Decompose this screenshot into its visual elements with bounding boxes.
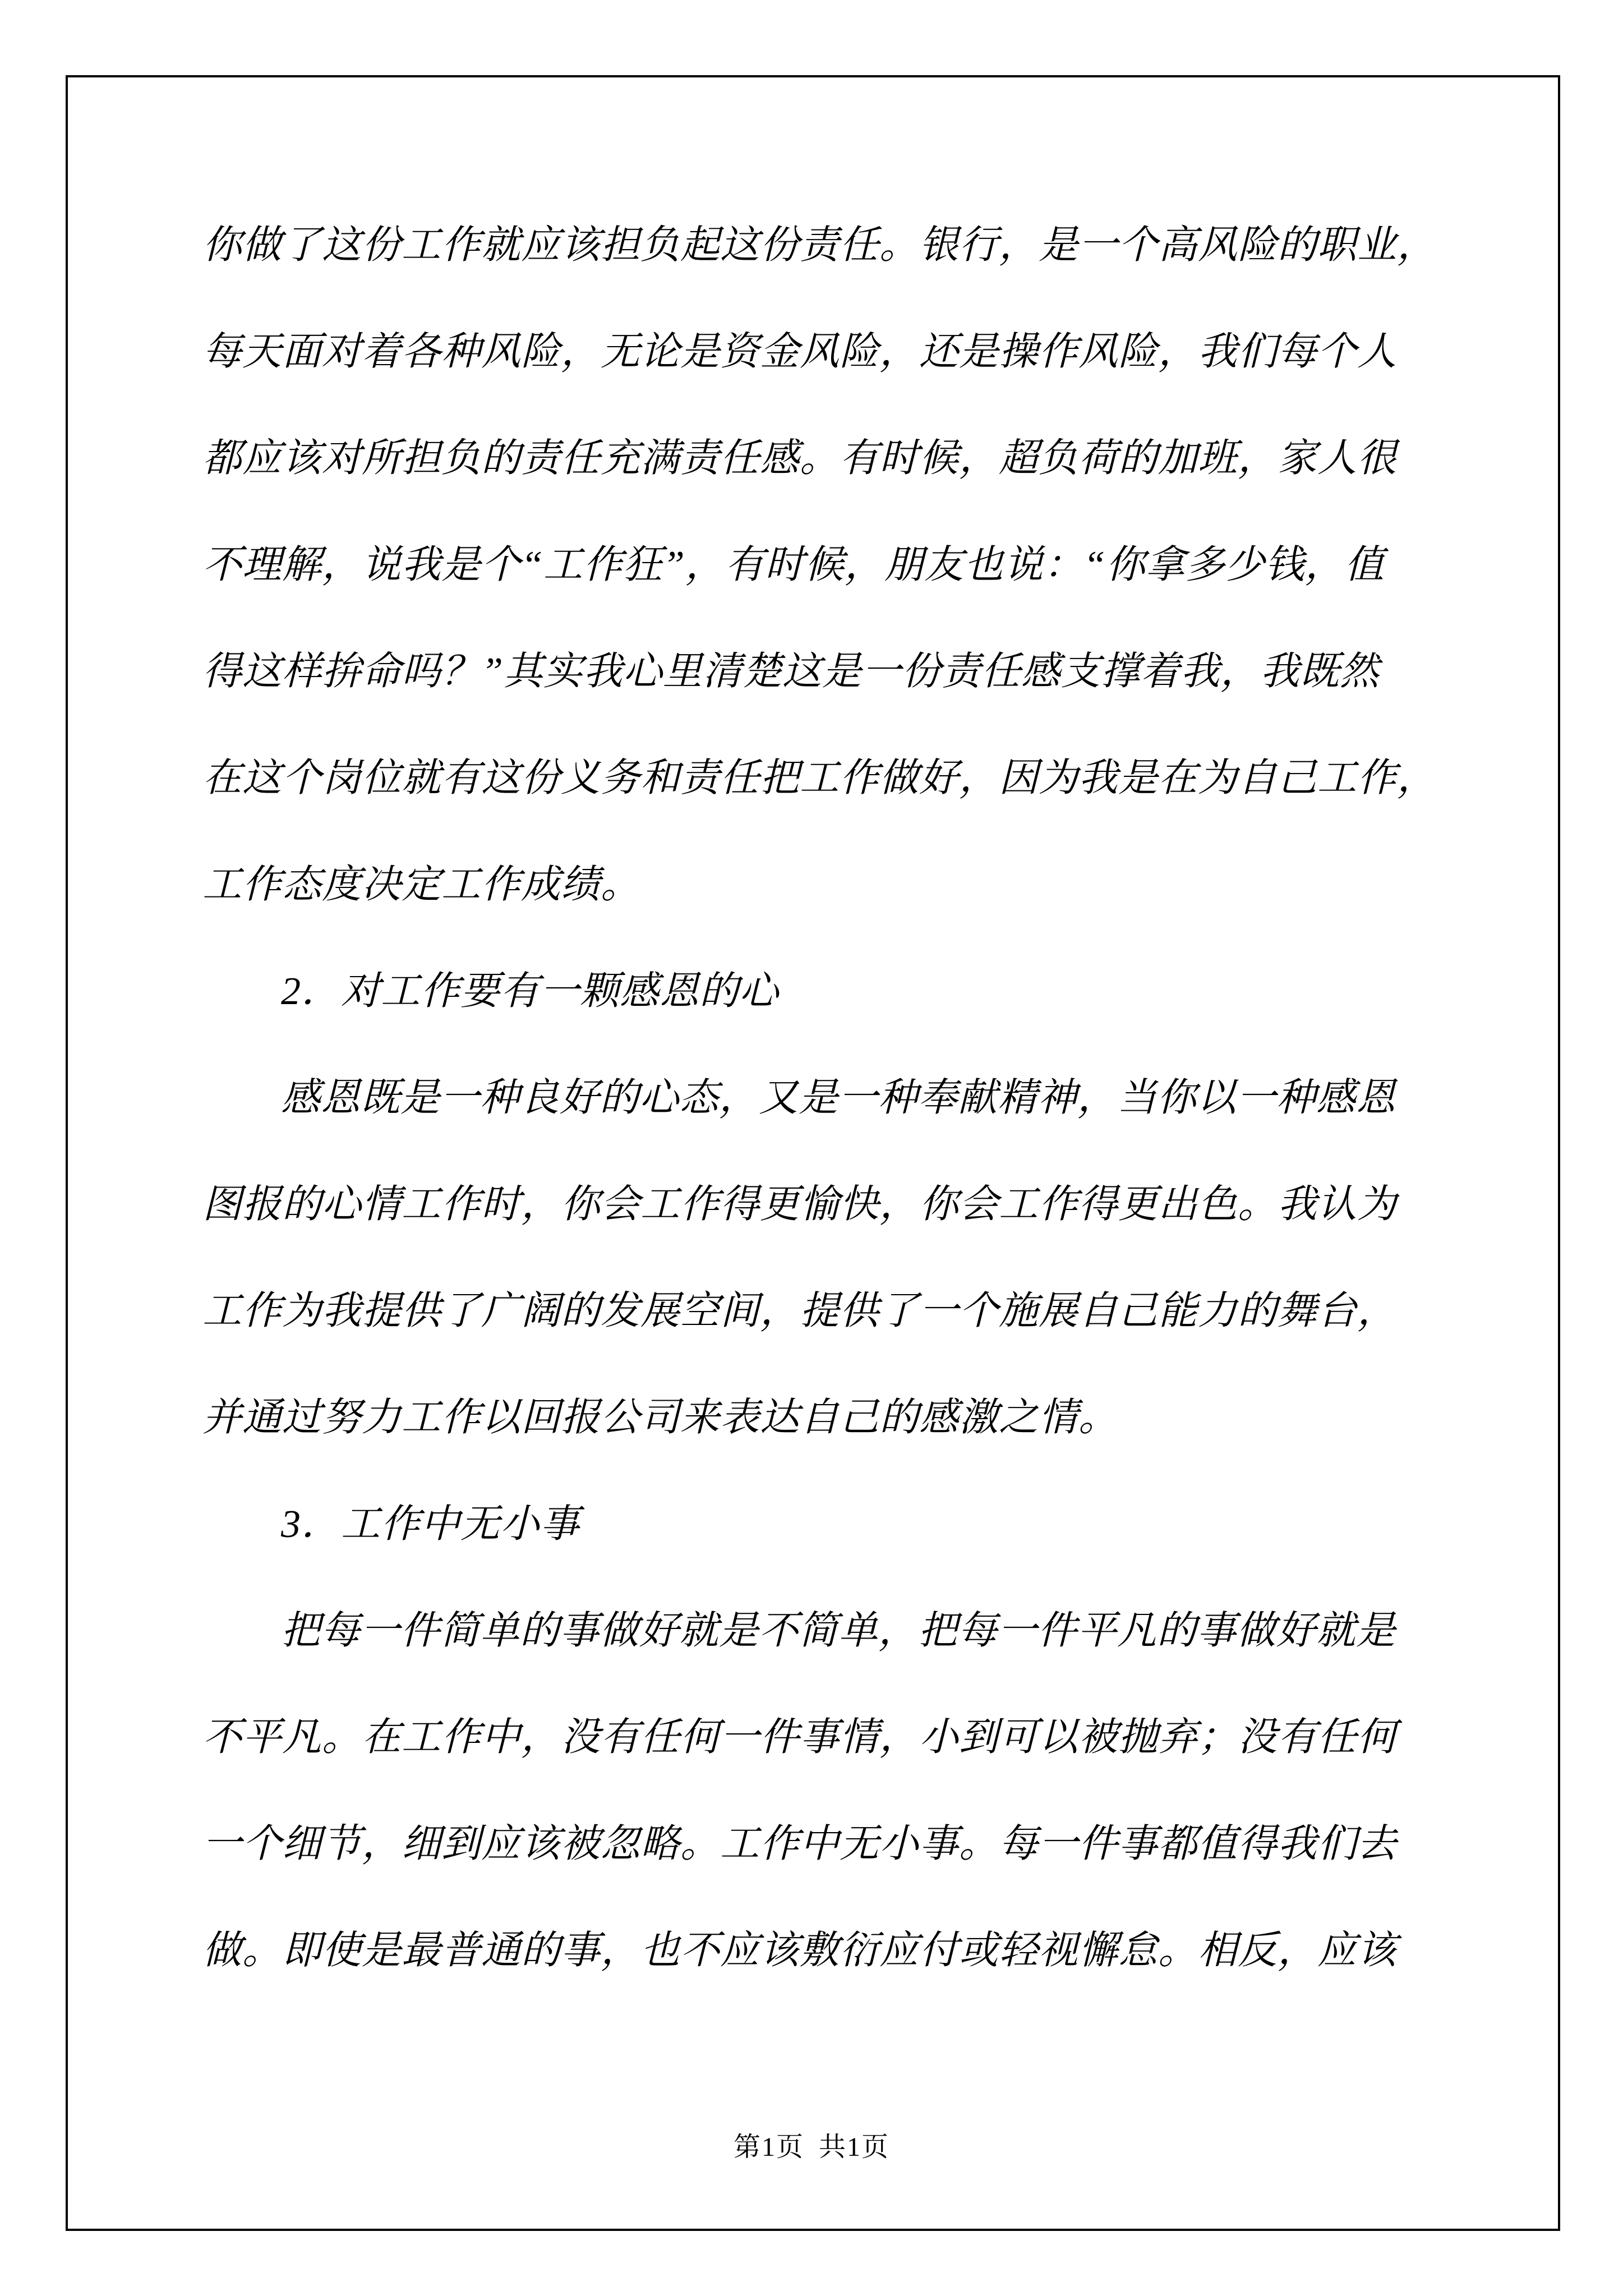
document-body	[202, 192, 1459, 2004]
text-line: 你做了这份工作就应该担负起这份责任。银行，是一个高风险的职业，	[202, 224, 1437, 267]
footer-current-page: 第1页	[733, 2132, 804, 2162]
text-line: 感恩既是一种良好的心态，又是一种奉献精神，当你以一种感恩	[281, 1076, 1396, 1120]
text-line: 图报的心情工作时，你会工作得更愉快，你会工作得更出色。我认为	[202, 1183, 1397, 1226]
text-line: 把每一件简单的事做好就是不简单，把每一件平凡的事做好就是	[281, 1609, 1396, 1653]
text-line: 不平凡。在工作中，没有任何一件事情，小到可以被抛弃；没有任何	[202, 1716, 1397, 1759]
text-line: 不理解，说我是个“工作狂”，有时候，朋友也说：“你拿多少钱，值	[202, 544, 1385, 587]
text-line: 得这样拚命吗？”其实我心里清楚这是一份责任感支撑着我，我既然	[202, 650, 1380, 693]
text-line: 在这个岗位就有这份义务和责任把工作做好，因为我是在为自己工作，	[202, 757, 1437, 800]
page-footer	[0, 2129, 1623, 2165]
text-line: 一个细节，细到应该被忽略。工作中无小事。每一件事都值得我们去	[202, 1823, 1397, 1866]
text-line: 做。即使是最普通的事，也不应该敷衍应付或轻视懈怠。相反，应该	[202, 1929, 1397, 1972]
text-line: 工作态度决定工作成绩。	[202, 863, 640, 907]
footer-total-pages: 共1页	[819, 2132, 890, 2162]
heading-line: 3．工作中无小事	[281, 1503, 580, 1546]
text-line: 工作为我提供了广阔的发展空间，提供了一个施展自己能力的舞台，	[202, 1290, 1397, 1333]
heading-line: 2．对工作要有一颗感恩的心	[281, 970, 779, 1013]
text-line: 每天面对着各种风险，无论是资金风险，还是操作风险，我们每个人	[202, 330, 1397, 374]
text-line: 都应该对所担负的责任充满责任感。有时候，超负荷的加班，家人很	[202, 437, 1397, 480]
text-line: 并通过努力工作以回报公司来表达自己的感激之情。	[202, 1396, 1118, 1439]
